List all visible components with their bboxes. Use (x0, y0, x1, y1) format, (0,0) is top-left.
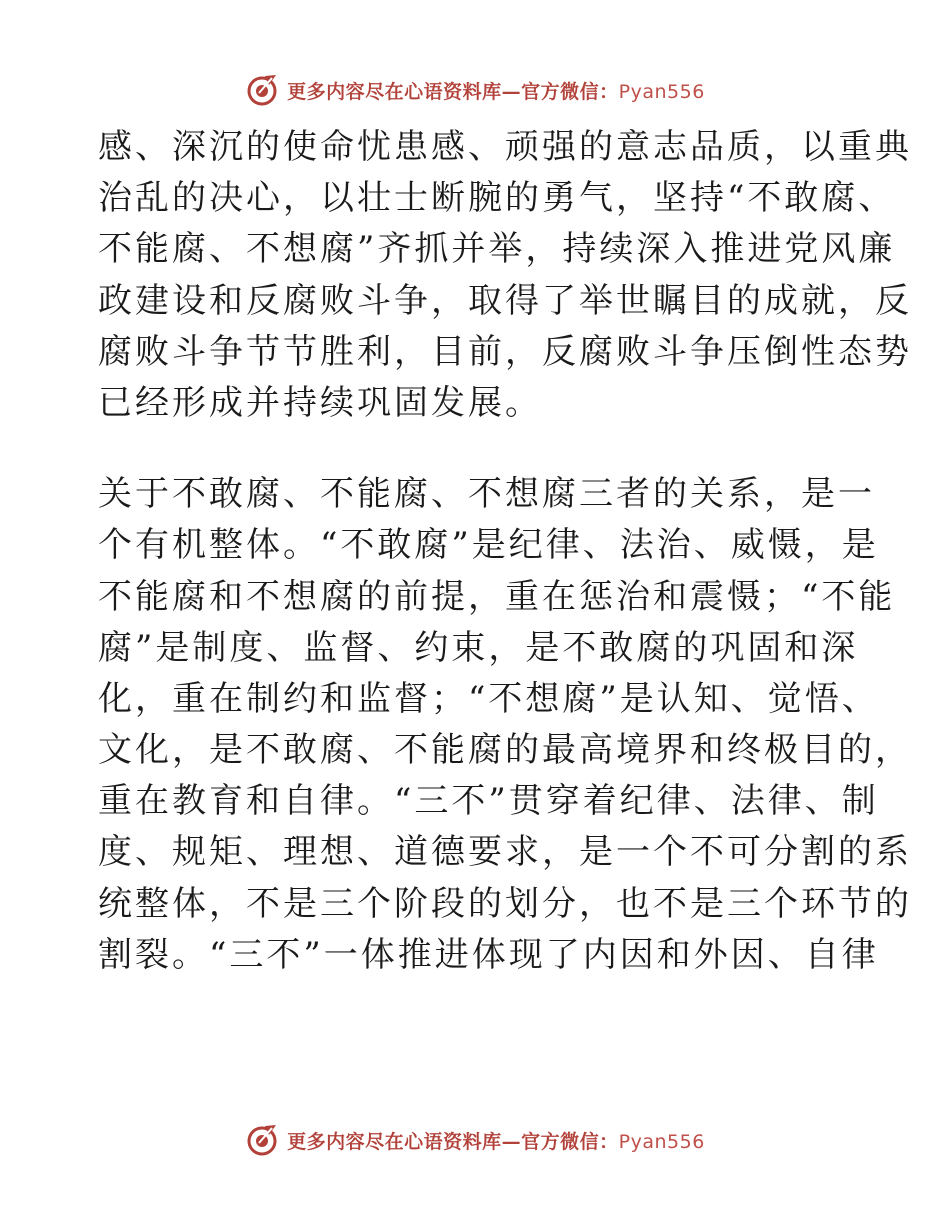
text-line: 不能腐、不想腐”齐抓并举，持续深入推进党风廉 (98, 229, 896, 270)
quill-seal-icon (245, 73, 279, 107)
header-banner (0, 70, 950, 110)
text-line: 政建设和反腐败斗争，取得了举世瞩目的成就，反 (98, 280, 912, 321)
paragraph-1 (98, 122, 912, 429)
document-body (98, 122, 912, 981)
footer-banner (0, 1120, 950, 1160)
banner-message: 更多内容尽在心语资料库—官方微信： (287, 1130, 619, 1153)
text-line: 已经形成并持续巩固发展。 (98, 382, 542, 423)
text-line: 度、规矩、理想、道德要求，是一个不可分割的系 (98, 832, 912, 873)
text-line: 文化，是不敢腐、不能腐的最高境界和终极目的， (98, 730, 912, 771)
paragraph-2 (98, 469, 912, 981)
text-line: 统整体，不是三个阶段的划分，也不是三个环节的 (98, 883, 912, 924)
banner-text (287, 77, 705, 104)
text-line: 重在教育和自律。“三不”贯穿着纪律、法律、制 (98, 781, 879, 822)
text-line: 化，重在制约和监督；“不想腐”是认知、觉悟、 (98, 678, 879, 719)
text-line: 治乱的决心，以壮士断腕的勇气，坚持“不敢腐、 (98, 178, 896, 219)
text-line: 割裂。“三不”一体推进体现了内因和外因、自律 (98, 934, 879, 975)
wechat-handle: Pyan556 (618, 1130, 705, 1153)
text-line: 腐”是制度、监督、约束，是不敢腐的巩固和深 (98, 627, 859, 668)
quill-seal-icon (245, 1123, 279, 1157)
text-line: 不能腐和不想腐的前提，重在惩治和震慑；“不能 (98, 576, 896, 617)
banner-message: 更多内容尽在心语资料库—官方微信： (287, 80, 619, 103)
banner-text (287, 1127, 705, 1154)
text-line: 个有机整体。“不敢腐”是纪律、法治、威慑，是 (98, 525, 879, 566)
text-line: 腐败斗争节节胜利，目前，反腐败斗争压倒性态势 (98, 331, 912, 372)
text-line: 关于不敢腐、不能腐、不想腐三者的关系，是一 (98, 474, 875, 515)
wechat-handle: Pyan556 (618, 80, 705, 103)
text-line: 感、深沉的使命忧患感、顽强的意志品质，以重典 (98, 127, 912, 167)
